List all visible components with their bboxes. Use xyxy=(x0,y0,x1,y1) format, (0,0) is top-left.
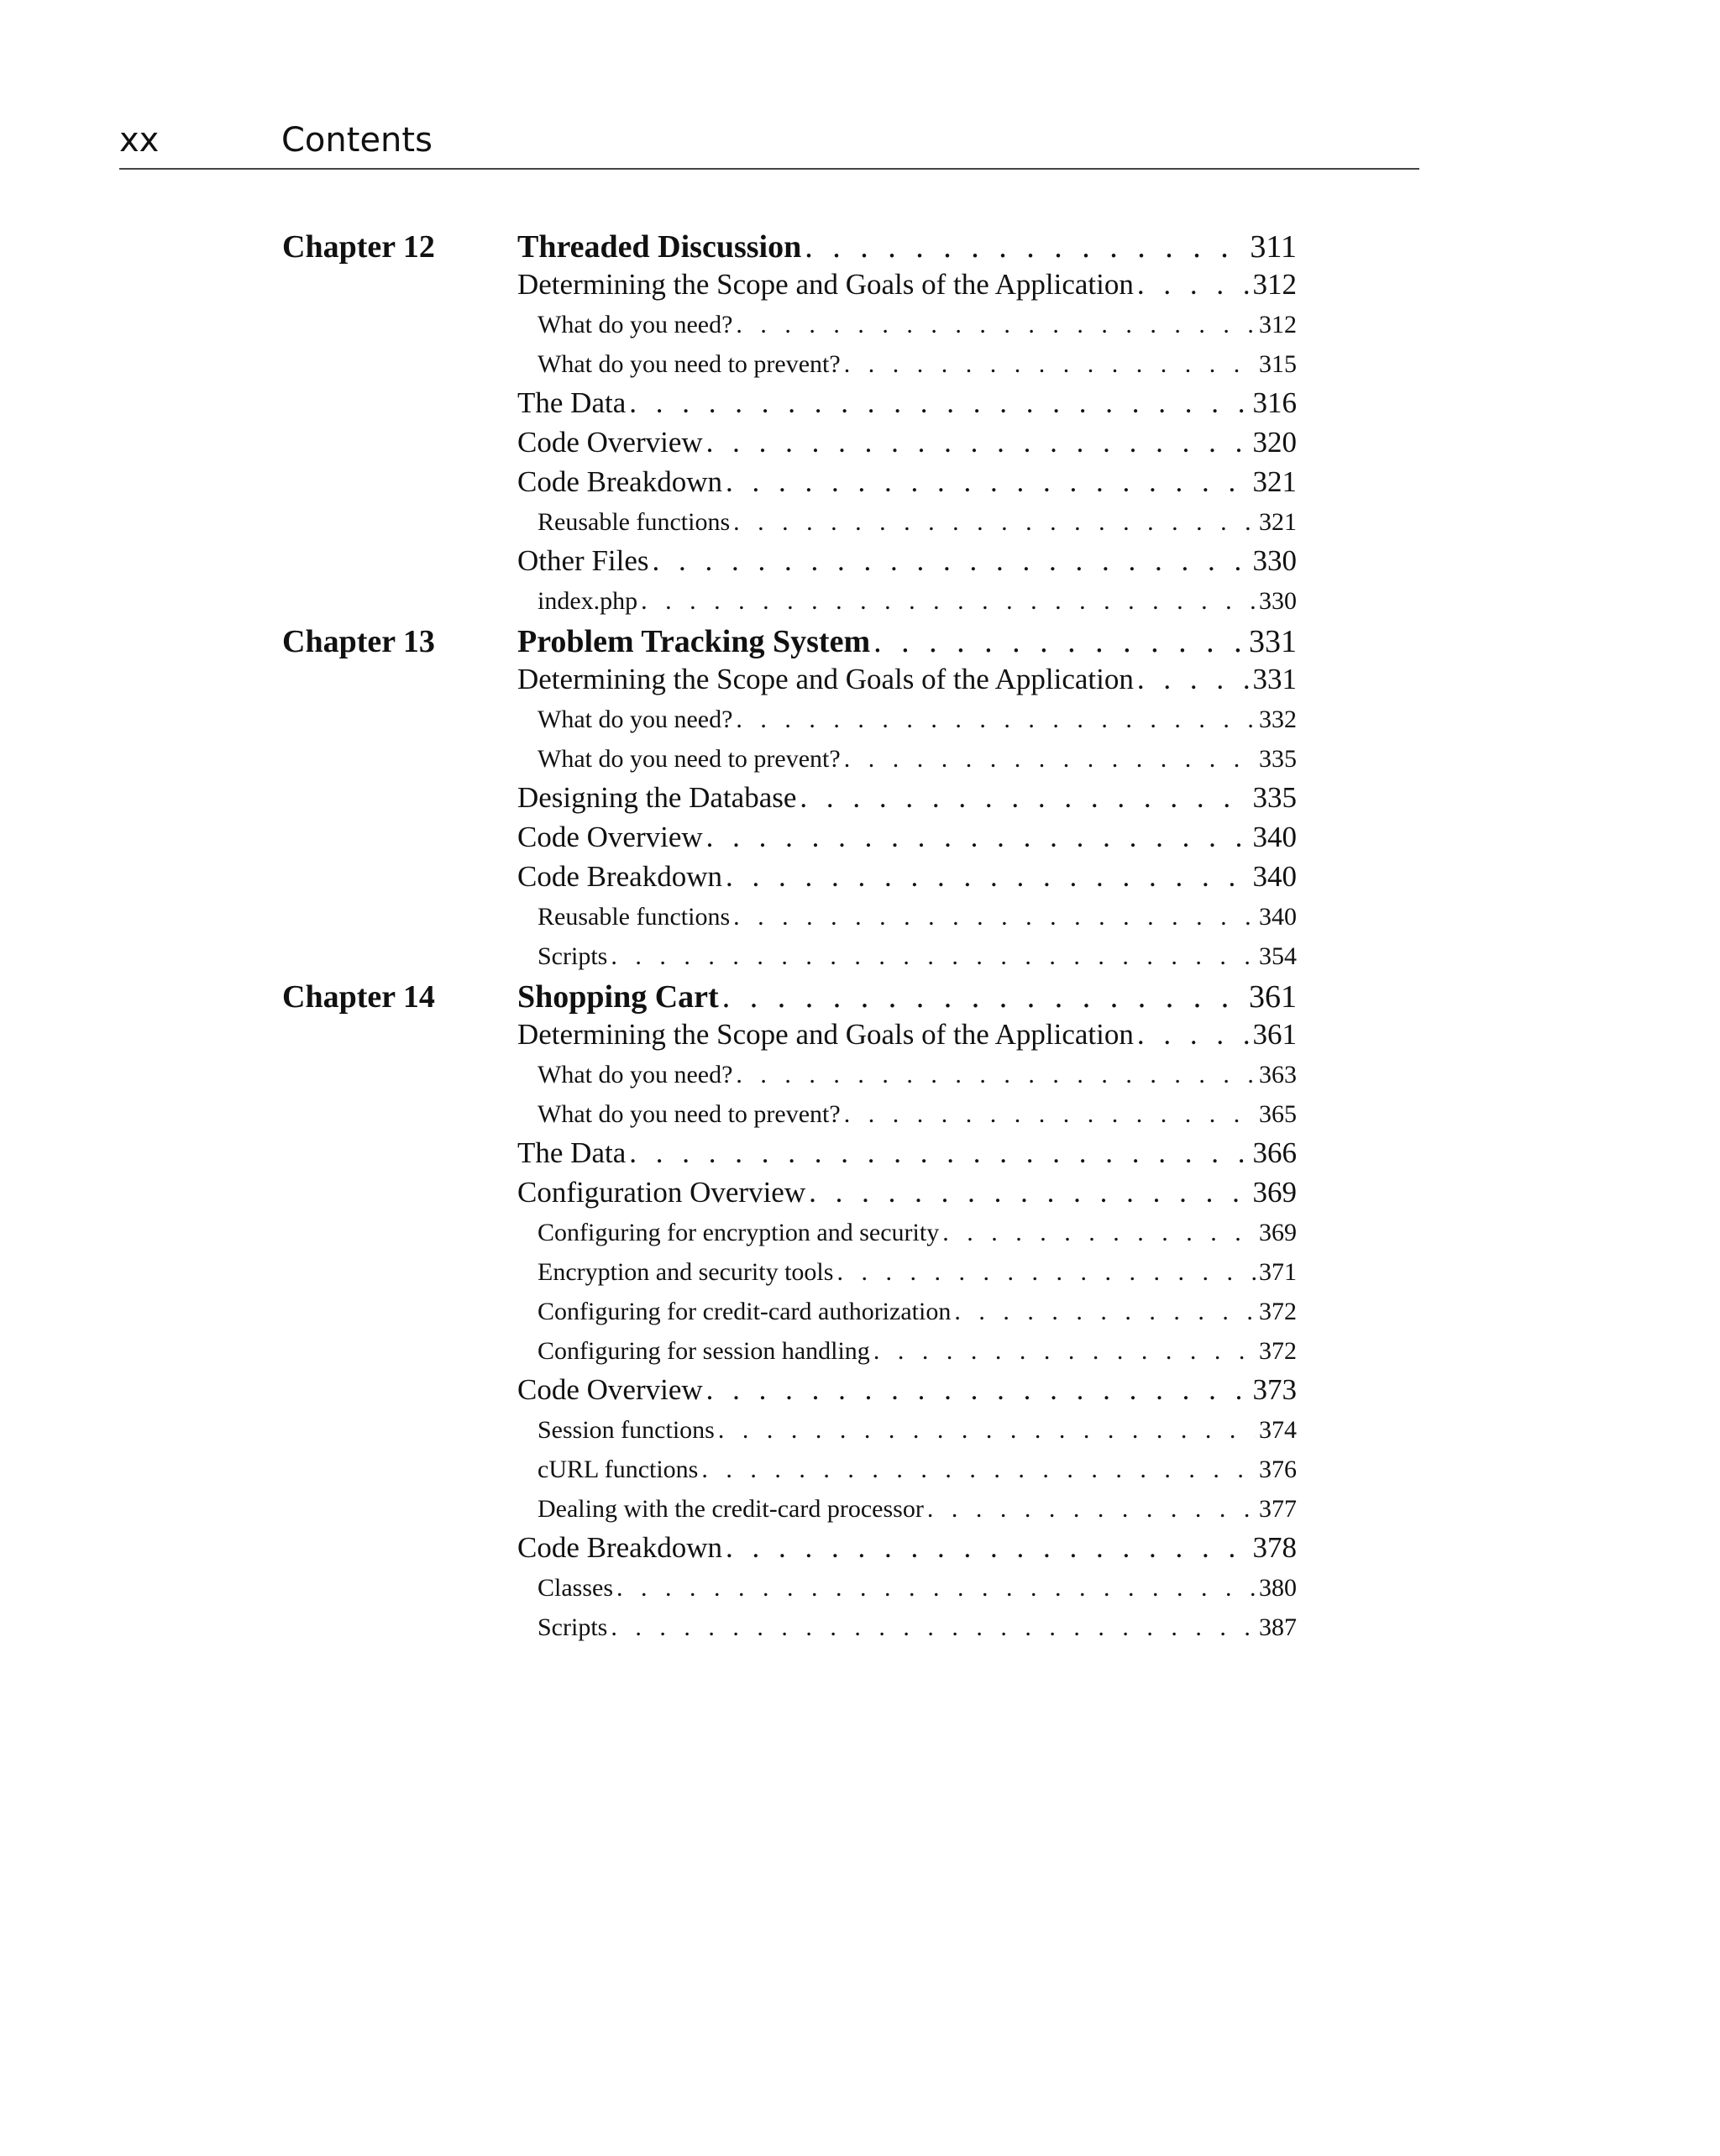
toc-subsection-entry[interactable] xyxy=(538,942,1297,971)
entry-title: Determining the Scope and Goals of the Application xyxy=(517,663,1134,695)
toc-section-entry[interactable] xyxy=(517,1531,1297,1565)
dot-leader xyxy=(1137,268,1250,302)
entry-page-number: 330 xyxy=(1259,587,1297,615)
dot-leader xyxy=(641,587,1256,616)
toc-subsection-entry[interactable] xyxy=(538,587,1297,616)
dot-leader xyxy=(844,745,1256,774)
dot-leader xyxy=(653,544,1250,578)
toc-subsection-entry[interactable] xyxy=(538,1100,1297,1129)
entry-title: The Data xyxy=(517,1136,627,1169)
dot-leader xyxy=(1137,1018,1250,1052)
entry-page-number: 330 xyxy=(1252,544,1297,577)
entry-title: The Data xyxy=(517,386,627,419)
entry-page-number: 311 xyxy=(1250,229,1297,265)
entry-title: index.php xyxy=(538,587,638,615)
toc-subsection-entry[interactable] xyxy=(538,1337,1297,1366)
toc-subsection-entry[interactable] xyxy=(538,1258,1297,1287)
entry-title: Determining the Scope and Goals of the Application xyxy=(517,1018,1134,1051)
chapter-label: Chapter 13 xyxy=(282,624,435,659)
toc-section-entry[interactable] xyxy=(517,1018,1297,1052)
entry-title: What do you need? xyxy=(538,706,733,733)
entry-page-number: 374 xyxy=(1259,1416,1297,1444)
dot-leader xyxy=(611,1613,1256,1642)
entry-page-number: 363 xyxy=(1259,1061,1297,1088)
entry-title: What do you need to prevent? xyxy=(538,1100,841,1128)
entry-title: What do you need to prevent? xyxy=(538,350,841,378)
toc-subsection-entry[interactable] xyxy=(538,706,1297,734)
dot-leader xyxy=(701,1456,1256,1484)
entry-title: Problem Tracking System xyxy=(517,624,871,659)
dot-leader xyxy=(954,1298,1256,1326)
entry-page-number: 331 xyxy=(1252,663,1297,695)
entry-page-number: 361 xyxy=(1249,979,1297,1015)
entry-title: Code Overview xyxy=(517,1373,703,1406)
dot-leader xyxy=(722,978,1245,1015)
entry-title: Determining the Scope and Goals of the Application xyxy=(517,268,1134,301)
entry-page-number: 331 xyxy=(1249,624,1297,659)
entry-title: Classes xyxy=(538,1574,613,1602)
toc-section-entry[interactable] xyxy=(517,821,1297,854)
page-number: xx xyxy=(119,121,160,160)
chapter-title-entry[interactable] xyxy=(517,623,1297,660)
dot-leader xyxy=(629,1136,1249,1170)
toc-subsection-entry[interactable] xyxy=(538,1613,1297,1642)
dot-leader xyxy=(629,386,1249,420)
entry-title: Session functions xyxy=(538,1416,715,1444)
toc-section-entry[interactable] xyxy=(517,426,1297,459)
entry-page-number: 332 xyxy=(1259,706,1297,733)
entry-title: Code Breakdown xyxy=(517,1531,722,1564)
entry-page-number: 335 xyxy=(1259,745,1297,773)
dot-leader xyxy=(616,1574,1256,1603)
entry-page-number: 372 xyxy=(1259,1298,1297,1325)
entry-title: Code Overview xyxy=(517,426,703,459)
entry-page-number: 315 xyxy=(1259,350,1297,378)
dot-leader xyxy=(836,1258,1256,1287)
dot-leader xyxy=(726,465,1250,499)
entry-page-number: 354 xyxy=(1259,942,1297,970)
dot-leader xyxy=(733,903,1256,931)
toc-subsection-entry[interactable] xyxy=(538,311,1297,339)
dot-leader xyxy=(809,1176,1249,1209)
entry-title: Encryption and security tools xyxy=(538,1258,834,1286)
toc-subsection-entry[interactable] xyxy=(538,1456,1297,1484)
toc-section-entry[interactable] xyxy=(517,781,1297,815)
dot-leader xyxy=(611,942,1256,971)
dot-leader xyxy=(805,228,1246,265)
toc-subsection-entry[interactable] xyxy=(538,350,1297,379)
entry-page-number: 340 xyxy=(1252,860,1297,893)
toc-subsection-entry[interactable] xyxy=(538,745,1297,774)
dot-leader xyxy=(873,1337,1256,1366)
entry-title: Scripts xyxy=(538,1613,608,1641)
entry-page-number: 369 xyxy=(1252,1176,1297,1209)
dot-leader xyxy=(942,1219,1256,1247)
entry-title: Designing the Database xyxy=(517,781,797,814)
entry-page-number: 373 xyxy=(1252,1373,1297,1406)
dot-leader xyxy=(726,1531,1250,1565)
dot-leader xyxy=(927,1495,1256,1524)
entry-title: Reusable functions xyxy=(538,903,731,931)
entry-page-number: 312 xyxy=(1252,268,1297,301)
dot-leader xyxy=(873,623,1245,660)
dot-leader xyxy=(1137,663,1250,696)
toc-section-entry[interactable] xyxy=(517,663,1297,696)
toc-subsection-entry[interactable] xyxy=(538,1574,1297,1603)
entry-page-number: 321 xyxy=(1259,508,1297,536)
entry-page-number: 380 xyxy=(1259,1574,1297,1602)
toc-section-entry[interactable] xyxy=(517,1176,1297,1209)
dot-leader xyxy=(736,311,1256,339)
dot-leader xyxy=(733,508,1256,537)
chapter-title-entry[interactable] xyxy=(517,228,1297,265)
entry-page-number: 387 xyxy=(1259,1613,1297,1641)
toc-section-entry[interactable] xyxy=(517,1373,1297,1407)
entry-title: Code Breakdown xyxy=(517,860,722,893)
dot-leader xyxy=(844,350,1256,379)
entry-page-number: 312 xyxy=(1259,311,1297,338)
toc-section-entry[interactable] xyxy=(517,465,1297,499)
toc-section-entry[interactable] xyxy=(517,1136,1297,1170)
entry-page-number: 316 xyxy=(1252,386,1297,419)
entry-page-number: 377 xyxy=(1259,1495,1297,1523)
entry-title: Scripts xyxy=(538,942,608,970)
entry-page-number: 321 xyxy=(1252,465,1297,498)
chapter-label: Chapter 12 xyxy=(282,229,435,265)
dot-leader xyxy=(706,426,1250,459)
entry-page-number: 340 xyxy=(1259,903,1297,931)
toc-section-entry[interactable] xyxy=(517,268,1297,302)
entry-page-number: 369 xyxy=(1259,1219,1297,1246)
entry-title: Configuring for credit-card authorization xyxy=(538,1298,952,1325)
toc-subsection-entry[interactable] xyxy=(538,1061,1297,1089)
entry-title: Configuration Overview xyxy=(517,1176,806,1209)
dot-leader xyxy=(736,706,1256,734)
entry-page-number: 365 xyxy=(1259,1100,1297,1128)
toc-section-entry[interactable] xyxy=(517,544,1297,578)
entry-page-number: 376 xyxy=(1259,1456,1297,1483)
entry-title: What do you need? xyxy=(538,311,733,338)
entry-page-number: 340 xyxy=(1252,821,1297,853)
entry-title: What do you need? xyxy=(538,1061,733,1088)
toc-subsection-entry[interactable] xyxy=(538,1219,1297,1247)
entry-title: Threaded Discussion xyxy=(517,229,802,265)
dot-leader xyxy=(718,1416,1256,1445)
toc-subsection-entry[interactable] xyxy=(538,508,1297,537)
entry-title: Other Files xyxy=(517,544,649,577)
dot-leader xyxy=(844,1100,1256,1129)
dot-leader xyxy=(706,1373,1250,1407)
entry-page-number: 372 xyxy=(1259,1337,1297,1365)
toc-subsection-entry[interactable] xyxy=(538,1495,1297,1524)
entry-title: cURL functions xyxy=(538,1456,699,1483)
entry-title: Reusable functions xyxy=(538,508,731,536)
chapter-label: Chapter 14 xyxy=(282,979,435,1015)
entry-title: Code Breakdown xyxy=(517,465,722,498)
entry-page-number: 378 xyxy=(1252,1531,1297,1564)
dot-leader xyxy=(726,860,1250,894)
entry-page-number: 320 xyxy=(1252,426,1297,459)
entry-title: Configuring for encryption and security xyxy=(538,1219,940,1246)
dot-leader xyxy=(706,821,1250,854)
entry-page-number: 371 xyxy=(1259,1258,1297,1286)
chapter-title-entry[interactable] xyxy=(517,978,1297,1015)
toc-subsection-entry[interactable] xyxy=(538,903,1297,931)
entry-title: Configuring for session handling xyxy=(538,1337,870,1365)
entry-title: Code Overview xyxy=(517,821,703,853)
running-title: Contents xyxy=(281,121,433,160)
toc-section-entry[interactable] xyxy=(517,860,1297,894)
dot-leader xyxy=(736,1061,1256,1089)
entry-page-number: 361 xyxy=(1252,1018,1297,1051)
toc-subsection-entry[interactable] xyxy=(538,1416,1297,1445)
entry-title: Shopping Cart xyxy=(517,979,719,1015)
entry-page-number: 335 xyxy=(1252,781,1297,814)
entry-title: What do you need to prevent? xyxy=(538,745,841,773)
entry-page-number: 366 xyxy=(1252,1136,1297,1169)
toc-subsection-entry[interactable] xyxy=(538,1298,1297,1326)
dot-leader xyxy=(800,781,1249,815)
entry-title: Dealing with the credit-card processor xyxy=(538,1495,924,1523)
toc-section-entry[interactable] xyxy=(517,386,1297,420)
